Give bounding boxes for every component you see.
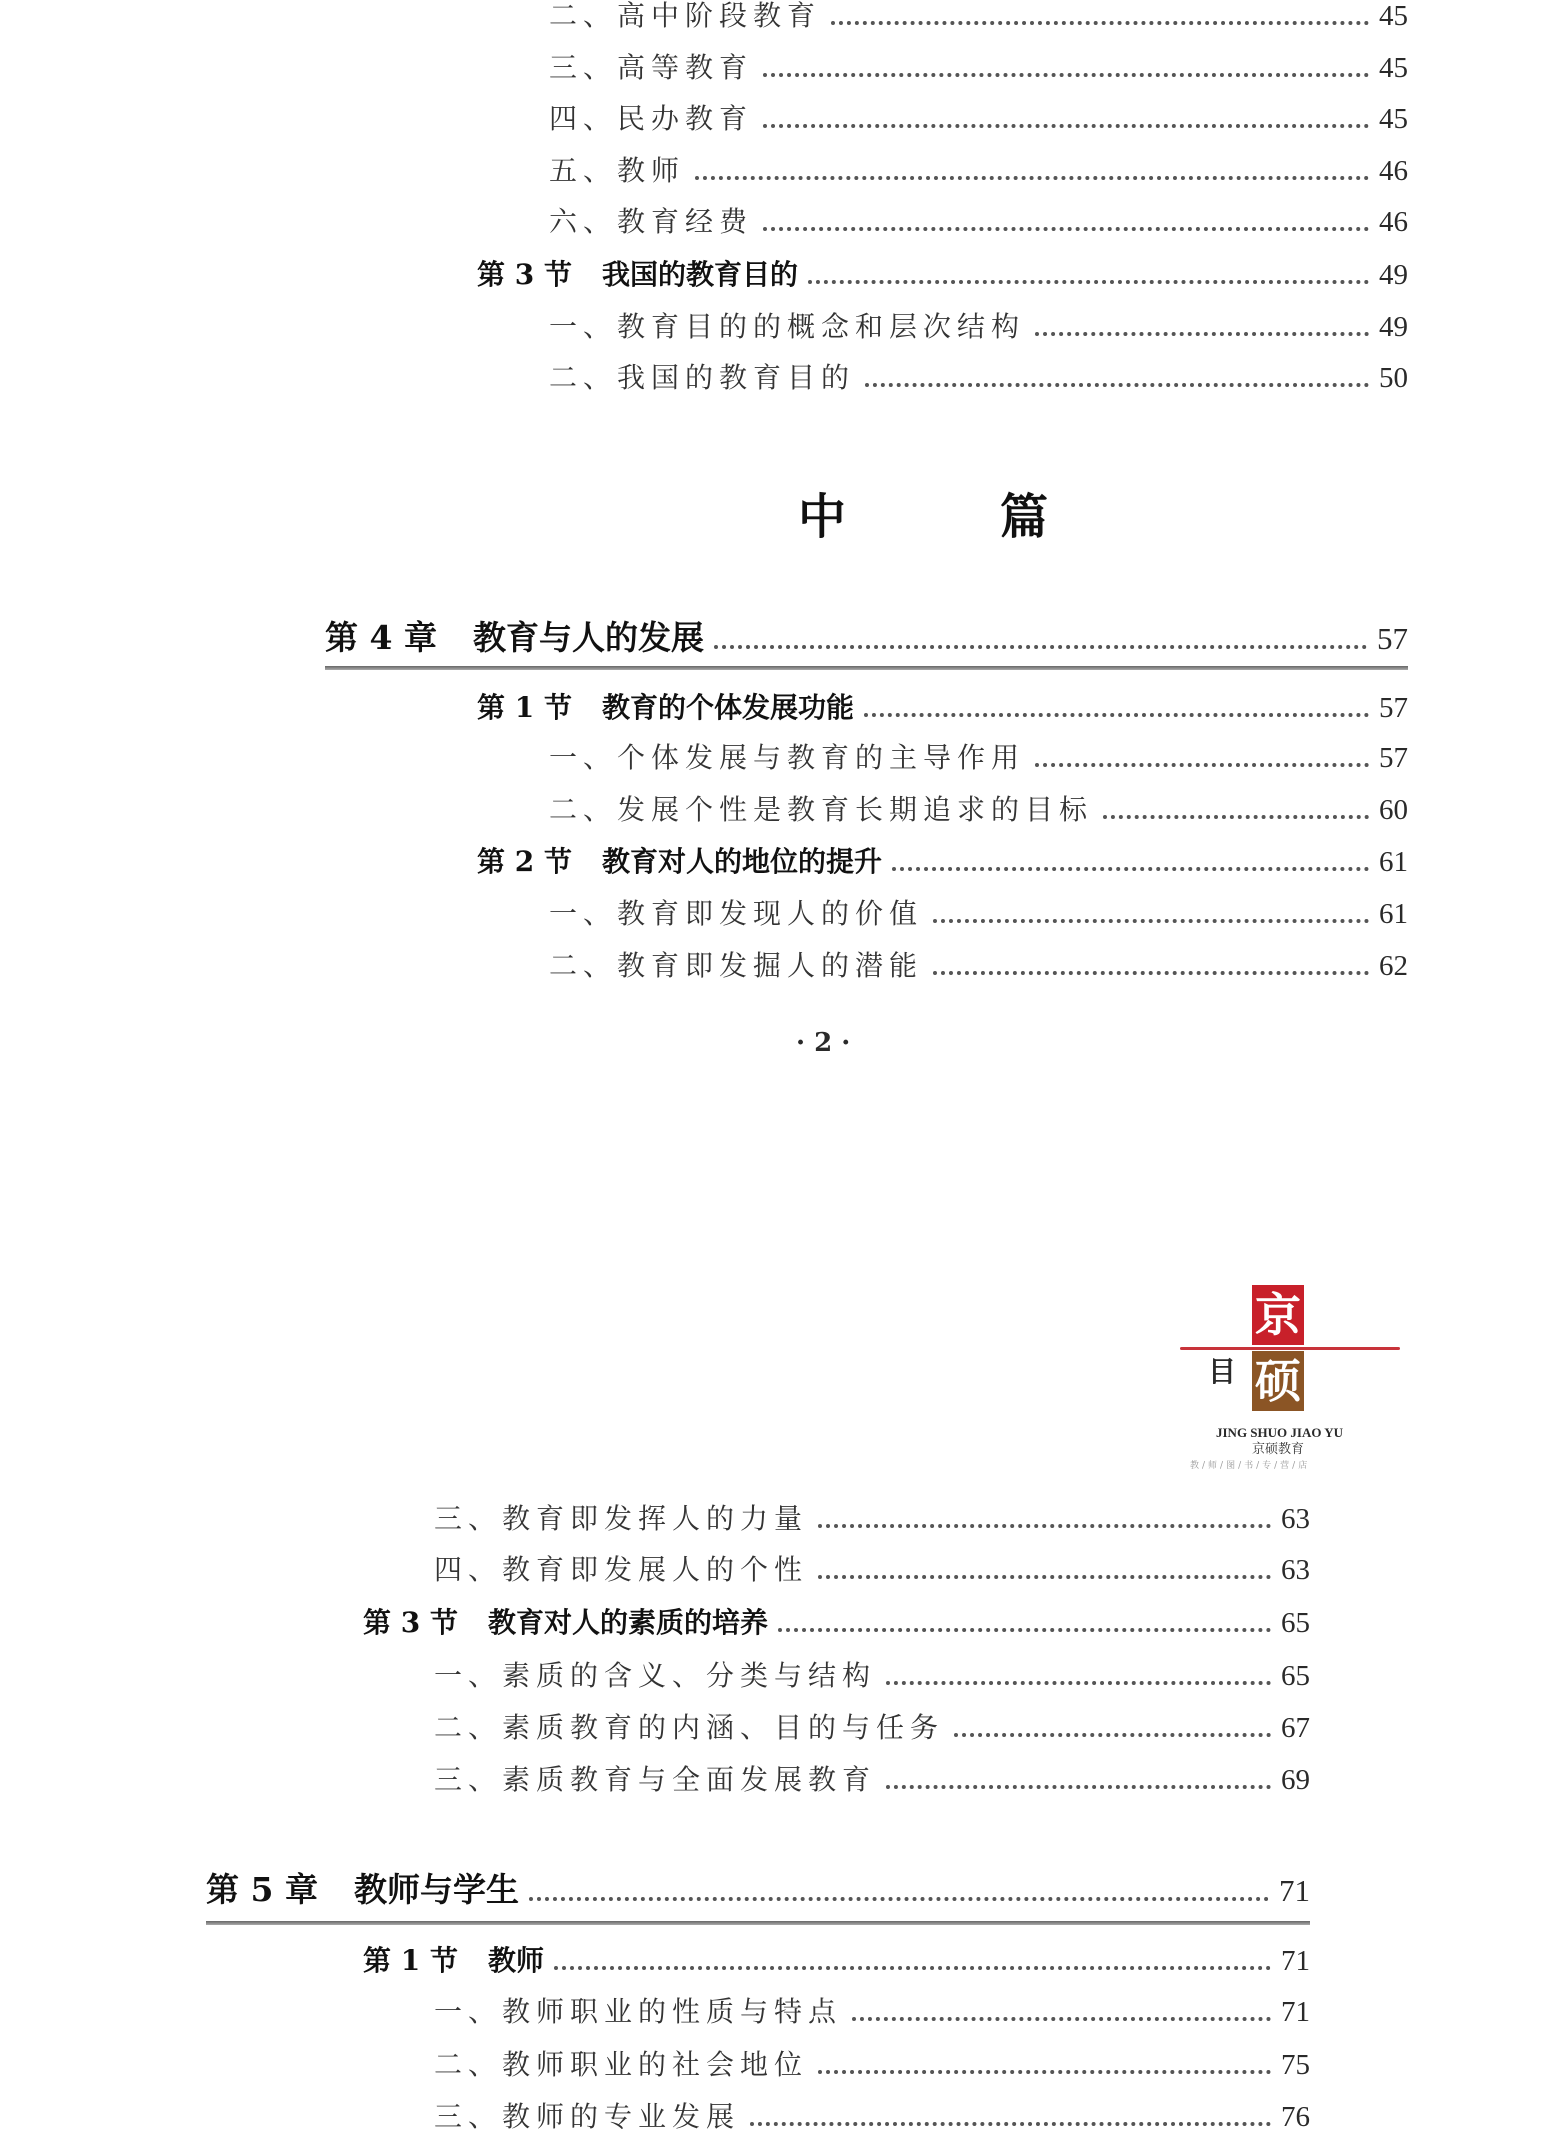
toc-item[interactable]	[549, 305, 1408, 345]
toc-item[interactable]	[549, 944, 1408, 984]
toc-item-label: 四、民办教育	[549, 102, 754, 135]
section-number: 第 2 节	[477, 845, 572, 878]
dot-leader	[529, 1897, 1269, 1901]
chapter-number: 第 4 章	[325, 618, 437, 657]
toc-page-number: 49	[1379, 259, 1408, 291]
toc-item[interactable]	[549, 97, 1408, 137]
section-number: 第 3 节	[477, 258, 572, 291]
toc-page-number: 62	[1379, 950, 1408, 982]
toc-page-number: 61	[1379, 846, 1408, 878]
toc-item[interactable]	[549, 200, 1408, 240]
dot-leader	[933, 919, 1369, 923]
toc-item-label: 一、教育即发现人的价值	[549, 897, 924, 930]
dot-leader	[763, 73, 1369, 77]
toc-page-number: 57	[1379, 692, 1408, 724]
toc-item-label: 三、高等教育	[549, 51, 754, 84]
toc-item-label: 二、教师职业的社会地位	[434, 2048, 809, 2081]
logo-english-text: JING SHUO JIAO YU	[1216, 1425, 1344, 1440]
toc-page-number: 46	[1379, 206, 1408, 238]
toc-page-number: 63	[1281, 1503, 1310, 1535]
dot-leader	[763, 124, 1369, 128]
section-title: 教师	[487, 1944, 544, 1977]
toc-chapter[interactable]	[206, 1864, 1310, 1909]
dot-leader	[1103, 815, 1369, 819]
toc-item[interactable]	[434, 2043, 1310, 2083]
dot-leader	[864, 713, 1369, 717]
dot-leader	[695, 176, 1369, 180]
dot-leader	[818, 1524, 1271, 1528]
toc-item-label: 二、发展个性是教育长期追求的目标	[549, 793, 1094, 826]
toc-page-number: 71	[1281, 1945, 1310, 1977]
toc-item-label: 三、教育即发挥人的力量	[434, 1502, 809, 1535]
toc-chapter[interactable]	[325, 612, 1408, 657]
toc-page-number: 67	[1281, 1712, 1310, 1744]
dot-leader	[886, 1681, 1271, 1685]
dot-leader	[1035, 763, 1369, 767]
section-title: 教育对人的素质的培养	[487, 1606, 768, 1639]
dot-leader	[886, 1785, 1271, 1789]
toc-page-number: 45	[1379, 103, 1408, 135]
toc-item[interactable]	[434, 1497, 1310, 1537]
section-title: 教育对人的地位的提升	[601, 845, 882, 878]
dot-leader	[865, 383, 1369, 387]
toc-item[interactable]	[434, 1706, 1310, 1746]
dot-leader	[554, 1966, 1271, 1970]
page-number: · 2 ·	[796, 1028, 851, 1058]
toc-page-number: 50	[1379, 362, 1408, 394]
logo-subtitle: 教/师/图/书/专/营/店	[1190, 1461, 1311, 1471]
toc-page-number: 45	[1379, 52, 1408, 84]
toc-item-label: 三、教师的专业发展	[434, 2100, 741, 2133]
dot-leader	[808, 280, 1369, 284]
toc-item-label: 一、教师职业的性质与特点	[434, 1995, 843, 2028]
toc-item-label: 二、素质教育的内涵、目的与任务	[434, 1711, 945, 1744]
toc-item[interactable]	[434, 2095, 1310, 2135]
logo-seal-top: 京	[1252, 1285, 1304, 1345]
toc-item-label: 六、教育经费	[549, 205, 754, 238]
chapter-title: 教育与人的发展	[472, 618, 704, 657]
dot-leader	[892, 867, 1369, 871]
chapter-rule	[325, 666, 1408, 670]
logo-bar	[1180, 1347, 1400, 1350]
toc-page-number: 49	[1379, 311, 1408, 343]
toc-item[interactable]	[434, 1990, 1310, 2030]
toc-page-number: 76	[1281, 2101, 1310, 2133]
toc-page-number: 63	[1281, 1554, 1310, 1586]
toc-page-number: 57	[1377, 621, 1408, 656]
dot-leader	[778, 1628, 1271, 1632]
toc-section[interactable]	[477, 253, 1408, 293]
toc-item-label: 一、个体发展与教育的主导作用	[549, 741, 1026, 774]
page-header: 目	[1208, 1355, 1237, 1388]
part-title-char: 中	[798, 489, 847, 545]
toc-item[interactable]	[549, 736, 1408, 776]
toc-item[interactable]	[549, 46, 1408, 86]
section-number: 第 1 节	[477, 691, 572, 724]
logo-chinese-text: 京硕教育	[1252, 1442, 1305, 1457]
toc-page-number: 45	[1379, 0, 1408, 32]
toc-item-label: 一、教育目的的概念和层次结构	[549, 310, 1026, 343]
toc-item[interactable]	[549, 788, 1408, 828]
toc-item-label: 四、教育即发展人的个性	[434, 1553, 809, 1586]
toc-page-number: 75	[1281, 2049, 1310, 2081]
chapter-title: 教师与学生	[353, 1870, 519, 1909]
toc-item[interactable]	[434, 1654, 1310, 1694]
dot-leader	[750, 2122, 1271, 2126]
toc-page-number: 65	[1281, 1607, 1310, 1639]
dot-leader	[954, 1733, 1271, 1737]
toc-page-number: 71	[1279, 1873, 1310, 1908]
logo-seal-bottom: 硕	[1252, 1351, 1304, 1411]
toc-page-number: 69	[1281, 1764, 1310, 1796]
section-title: 教育的个体发展功能	[601, 691, 854, 724]
dot-leader	[933, 971, 1369, 975]
toc-page-number: 46	[1379, 155, 1408, 187]
toc-item-label: 五、教师	[549, 154, 686, 187]
toc-page-number: 57	[1379, 742, 1408, 774]
dot-leader	[1035, 332, 1369, 336]
section-number: 第 1 节	[363, 1944, 458, 1977]
toc-item[interactable]	[549, 149, 1408, 189]
toc-item[interactable]	[549, 0, 1408, 34]
part-title-char: 篇	[1000, 489, 1049, 545]
dot-leader	[714, 645, 1367, 649]
toc-section[interactable]	[363, 1939, 1310, 1979]
dot-leader	[818, 2070, 1271, 2074]
toc-section[interactable]	[363, 1601, 1310, 1641]
toc-item-label: 三、素质教育与全面发展教育	[434, 1763, 877, 1796]
toc-item[interactable]	[549, 356, 1408, 396]
dot-leader	[763, 227, 1369, 231]
dot-leader	[852, 2017, 1271, 2021]
toc-page-number: 71	[1281, 1996, 1310, 2028]
toc-item-label: 一、素质的含义、分类与结构	[434, 1659, 877, 1692]
dot-leader	[818, 1575, 1271, 1579]
toc-page-number: 60	[1379, 794, 1408, 826]
toc-page-number: 65	[1281, 1660, 1310, 1692]
chapter-number: 第 5 章	[206, 1870, 318, 1909]
toc-item-label: 二、教育即发掘人的潜能	[549, 949, 924, 982]
section-number: 第 3 节	[363, 1606, 458, 1639]
toc-item[interactable]	[549, 892, 1408, 932]
toc-item-label: 二、高中阶段教育	[549, 0, 822, 32]
chapter-rule	[206, 1921, 1310, 1925]
toc-item[interactable]	[434, 1548, 1310, 1588]
toc-section[interactable]	[477, 840, 1408, 880]
section-title: 我国的教育目的	[601, 258, 798, 291]
dot-leader	[831, 21, 1369, 25]
toc-page-number: 61	[1379, 898, 1408, 930]
watermark-logo	[1180, 1285, 1400, 1485]
toc-section[interactable]	[477, 686, 1408, 726]
toc-item[interactable]	[434, 1758, 1310, 1798]
toc-item-label: 二、我国的教育目的	[549, 361, 856, 394]
